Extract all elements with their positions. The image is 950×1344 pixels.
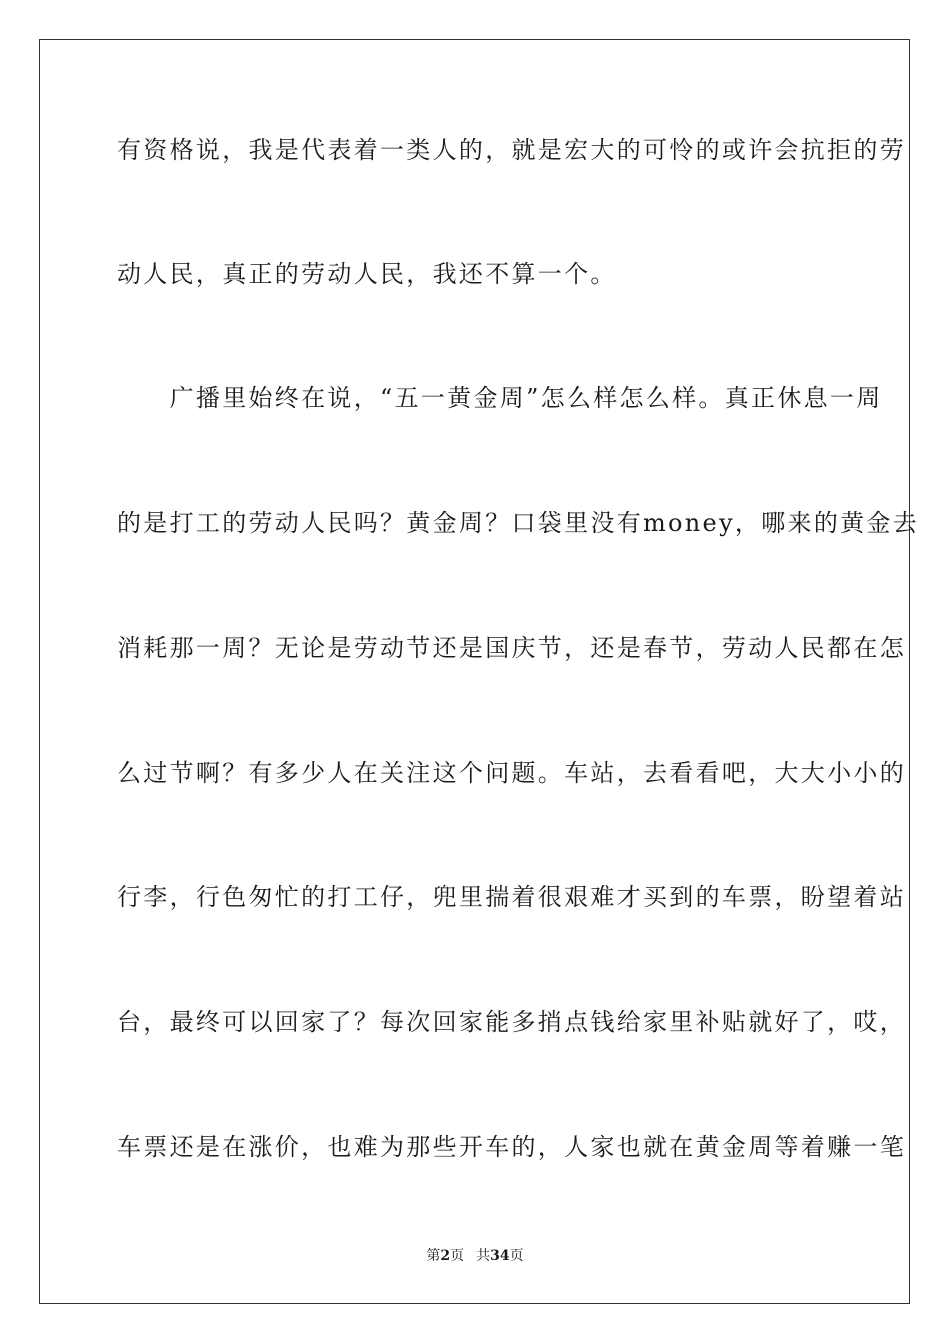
body-line-1: 有资格说，我是代表着一类人的，就是宏大的可怜的或许会抗拒的劳 — [117, 136, 906, 164]
body-line-6: 么过节啊？有多少人在关注这个问题。车站，去看看吧，大大小小的 — [117, 759, 906, 787]
body-line-7: 行李，行色匆忙的打工仔，兜里揣着很艰难才买到的车票，盼望着站 — [117, 883, 906, 911]
total-suffix: 页 — [509, 1248, 524, 1264]
body-line-5: 消耗那一周？无论是劳动节还是国庆节，还是春节，劳动人民都在怎 — [117, 634, 906, 662]
page-border — [39, 39, 920, 1304]
body-line-3: 广播里始终在说，“五一黄金周”怎么样怎么样。真正休息一周 — [117, 384, 883, 412]
page-number: 2 — [440, 1248, 451, 1264]
body-line-9: 车票还是在涨价，也难为那些开车的，人家也就在黄金周等着赚一笔 — [117, 1133, 906, 1161]
body-line-2: 动人民，真正的劳动人民，我还不算一个。 — [117, 260, 617, 288]
total-pages: 34 — [490, 1248, 510, 1264]
page-footer — [0, 1247, 950, 1265]
body-line-4: 的是打工的劳动人民吗？黄金周？口袋里没有money，哪来的黄金去 — [117, 509, 920, 537]
total-prefix: 共 — [476, 1248, 491, 1264]
page-prefix: 第 — [426, 1248, 441, 1264]
body-line-8: 台，最终可以回家了？每次回家能多捎点钱给家里补贴就好了，哎， — [117, 1008, 906, 1036]
page-suffix: 页 — [450, 1248, 465, 1264]
